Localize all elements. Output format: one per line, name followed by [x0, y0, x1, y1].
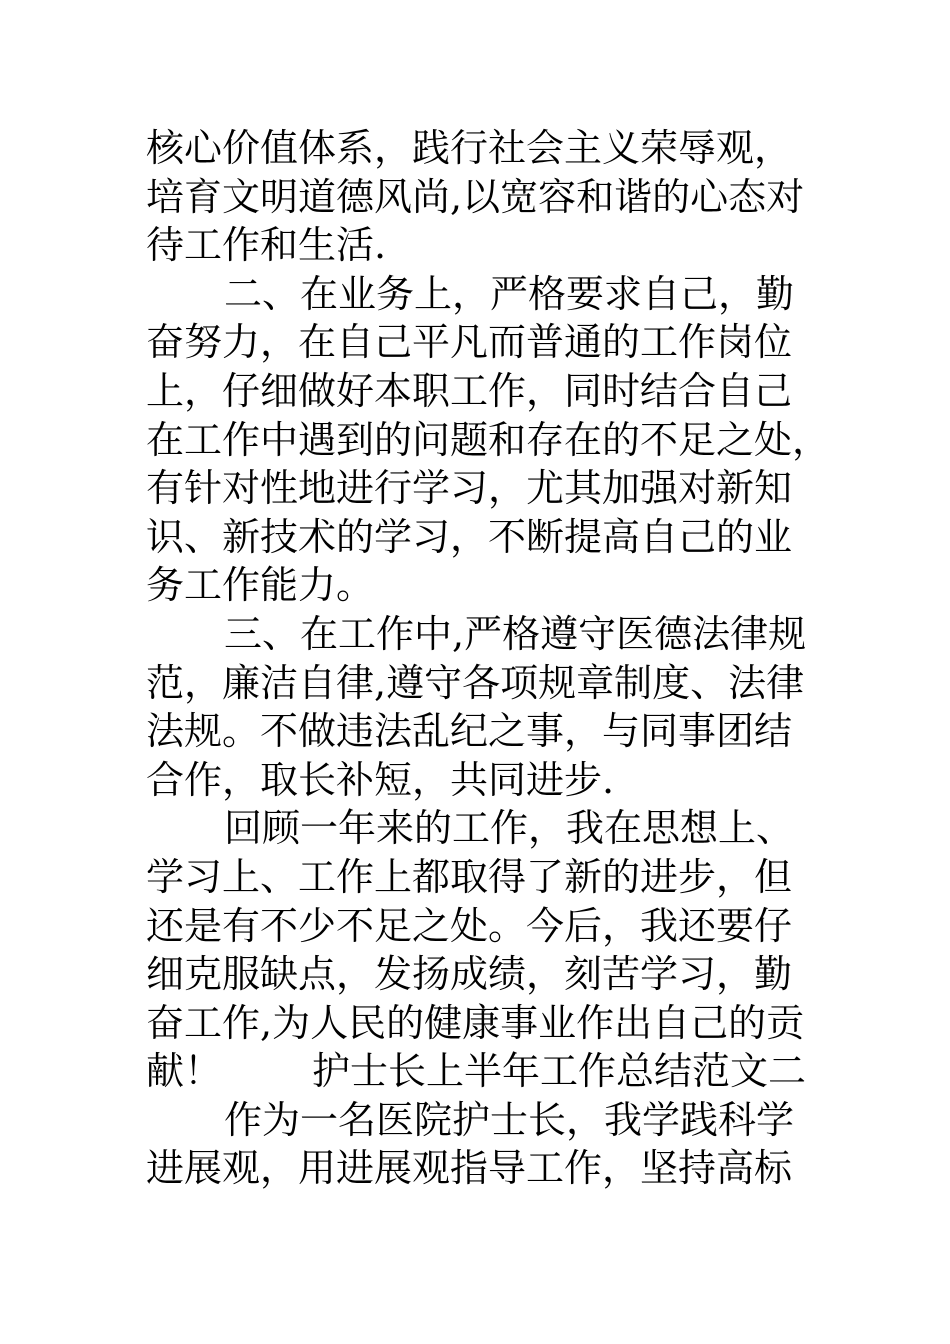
text-line: 还是有不少不足之处。今后，我还要仔: [146, 903, 793, 948]
text-line-with-heading: [146, 1047, 836, 1096]
body-text: [146, 124, 836, 1193]
section-title: 护士长上半年工作总结范文二: [312, 1049, 807, 1094]
text-line: 核心价值体系，践行社会主义荣辱观，: [146, 126, 793, 170]
text-line: 有针对性地进行学习，尤其加强对新知: [146, 466, 793, 511]
text-line: 法规。不做违法乱纪之事，与同事团结: [146, 709, 793, 754]
text-line: 在工作中遇到的问题和存在的不足之处，: [146, 417, 831, 462]
text-line: 学习上、工作上都取得了新的进步，但: [146, 854, 793, 899]
text-line: 合作，取长补短，共同进步.: [146, 757, 615, 802]
paragraph-start-line: 三、在工作中,严格遵守医德法律规: [224, 611, 807, 656]
text-line: 细克服缺点，发扬成绩，刻苦学习，勤: [146, 952, 793, 997]
text-line: 奋工作,为人民的健康事业作出自己的贡: [146, 1000, 805, 1045]
paragraph-start-line: 二、在业务上，严格要求自己，勤: [224, 271, 795, 316]
text-line: 待工作和生活.: [146, 223, 387, 268]
text-line: 务工作能力。: [146, 563, 375, 608]
text-line: 进展观，用进展观指导工作，坚持高标: [146, 1146, 793, 1191]
paragraph-start-line: 回顾一年来的工作，我在思想上、: [224, 806, 795, 851]
text-fragment: 献！: [146, 1049, 223, 1094]
text-line: 培育文明道德风尚,以宽容和谐的心态对: [146, 174, 805, 219]
text-line: 识、新技术的学习，不断提高自己的业: [146, 514, 793, 559]
text-line: 奋努力，在自己平凡而普通的工作岗位: [146, 320, 793, 365]
text-line: 范，廉洁自律,遵守各项规章制度、法律: [146, 660, 805, 705]
paragraph-start-line: 作为一名医院护士长，我学践科学: [224, 1097, 795, 1142]
text-line: 上，仔细做好本职工作，同时结合自己: [146, 368, 793, 413]
